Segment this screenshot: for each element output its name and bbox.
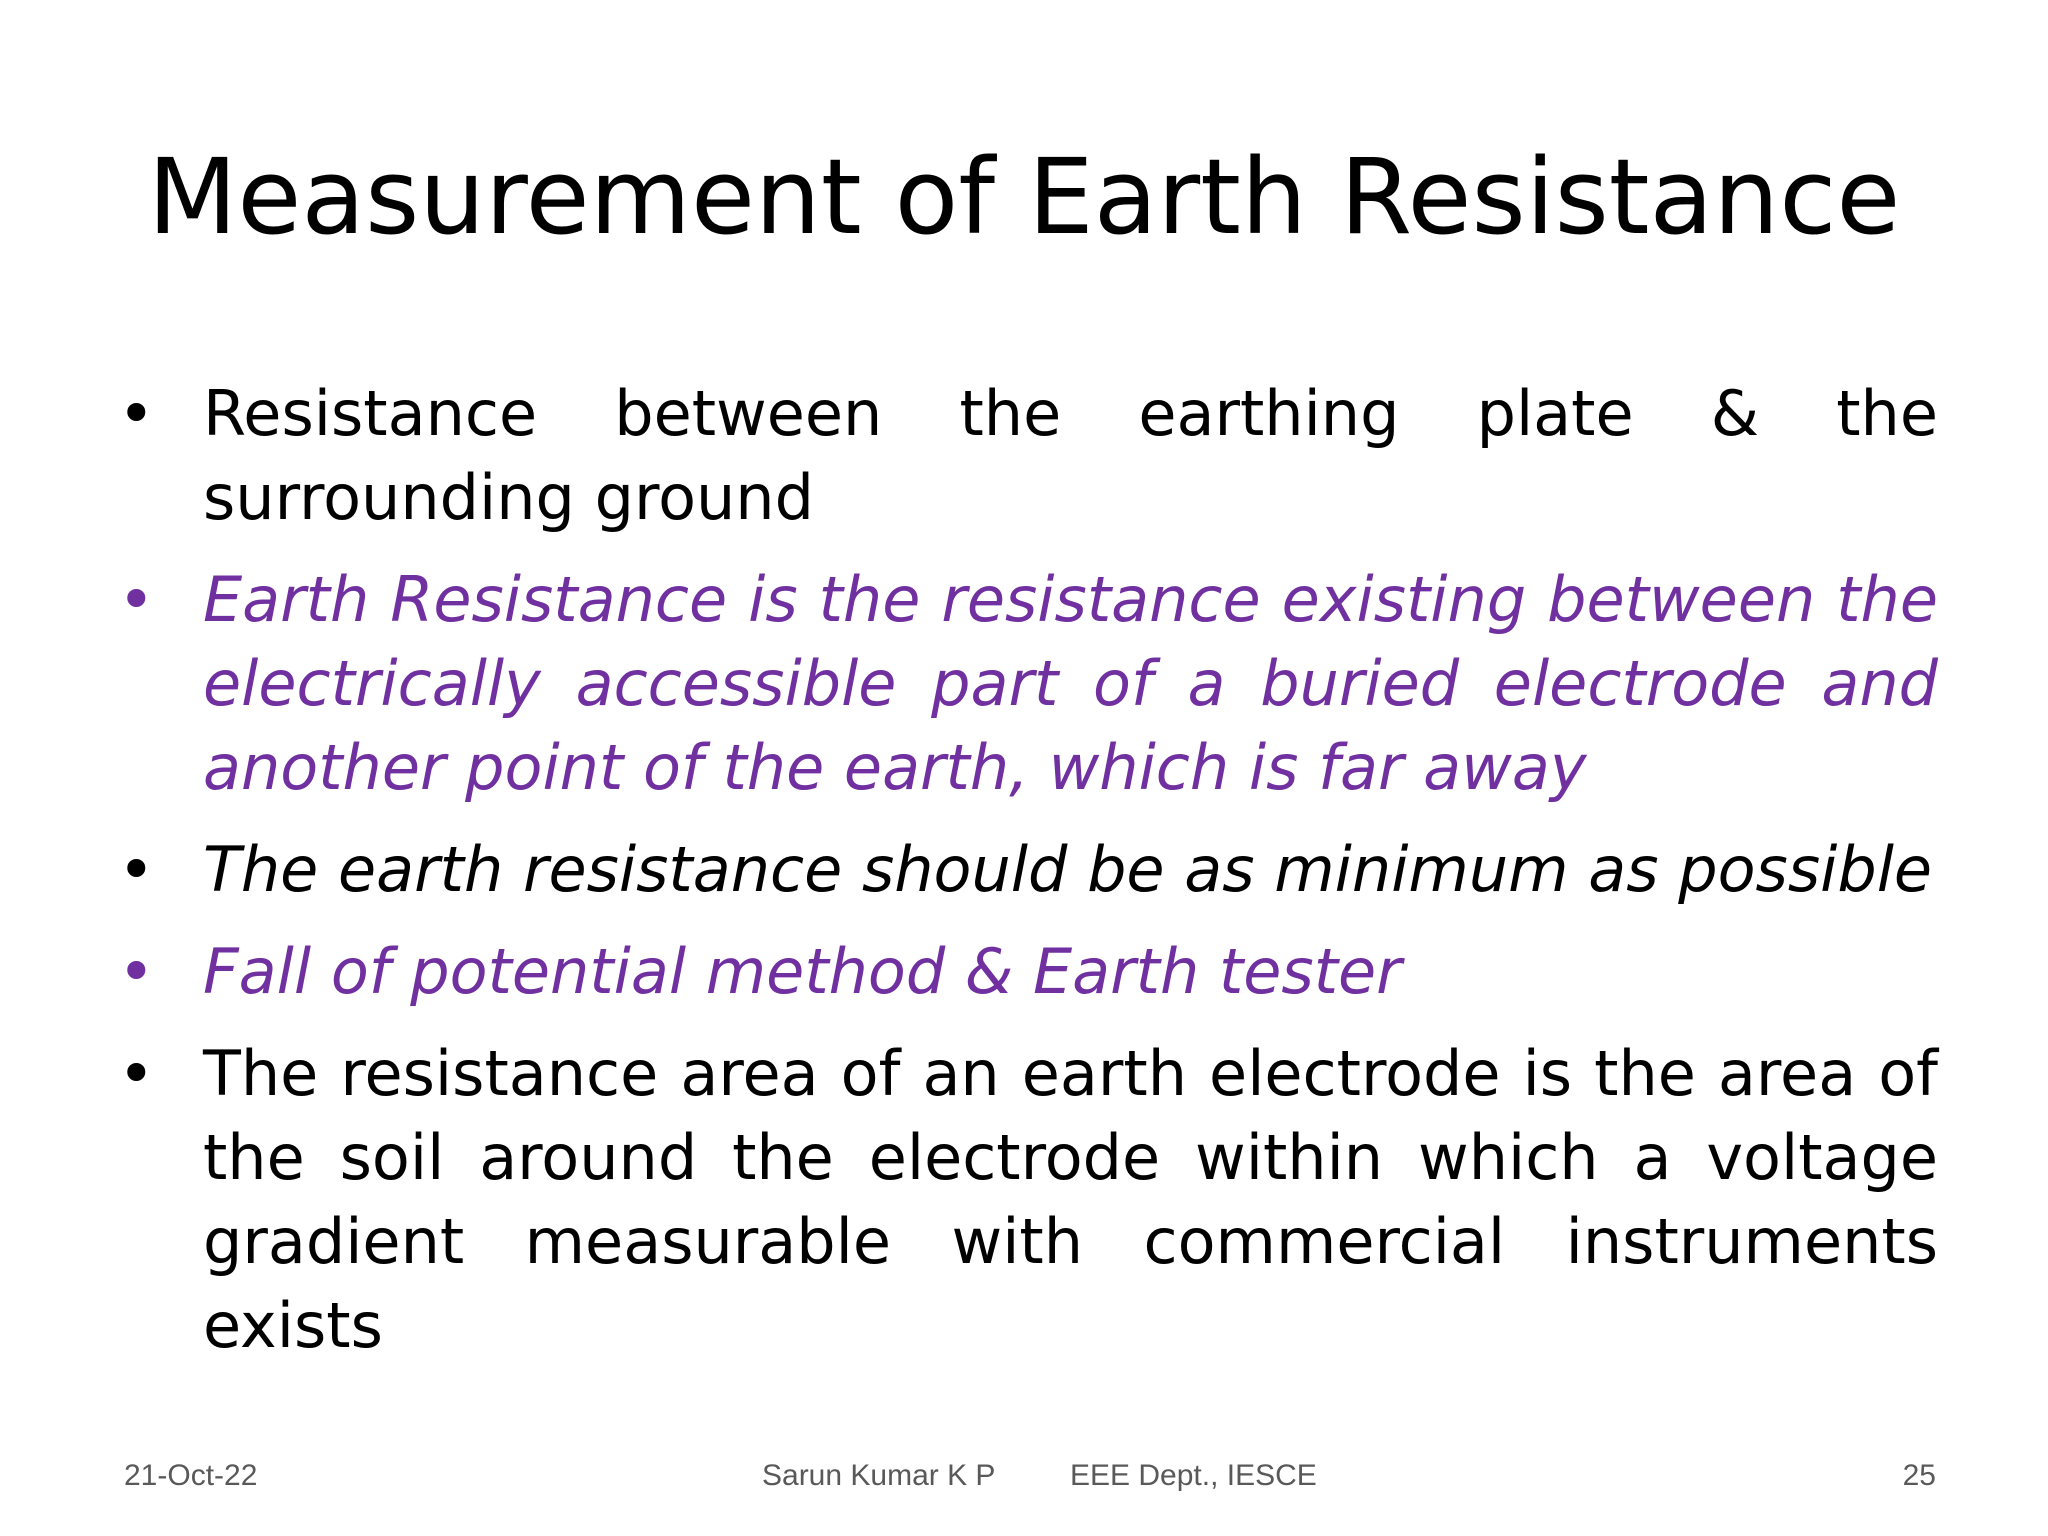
footer-date: 21-Oct-22 bbox=[124, 1459, 258, 1492]
bullet-icon: • bbox=[118, 833, 155, 906]
slide-title: Measurement of Earth Resistance bbox=[147, 136, 1901, 258]
bullet-item bbox=[118, 1032, 1938, 1368]
bullet-item bbox=[118, 930, 1938, 1014]
bullet-list bbox=[118, 372, 1938, 1368]
bullet-text: Earth Resistance is the resistance existing between the electrically accessible part of a buried electrode and another point of the earth, which is far away bbox=[203, 563, 1938, 804]
bullet-item bbox=[118, 372, 1938, 540]
bullet-item bbox=[118, 558, 1938, 810]
bullet-text: Resistance between the earthing plate & the surrounding ground bbox=[203, 377, 1938, 534]
bullet-icon: • bbox=[118, 377, 155, 450]
bullet-text: The earth resistance should be as minimum as possible bbox=[203, 833, 1933, 906]
footer-page-number: 25 bbox=[1902, 1459, 1936, 1492]
bullet-item bbox=[118, 828, 1938, 912]
bullet-icon: • bbox=[118, 563, 155, 636]
bullet-icon: • bbox=[118, 935, 155, 1008]
footer-author: Sarun Kumar K P bbox=[762, 1459, 996, 1492]
bullet-text: The resistance area of an earth electrode is the area of the soil around the electrode within which a voltage gradient measurable with commercial instruments exists bbox=[203, 1037, 1938, 1362]
bullet-text: Fall of potential method & Earth tester bbox=[203, 935, 1402, 1008]
footer-department: EEE Dept., IESCE bbox=[1070, 1459, 1317, 1492]
bullet-icon: • bbox=[118, 1037, 155, 1110]
